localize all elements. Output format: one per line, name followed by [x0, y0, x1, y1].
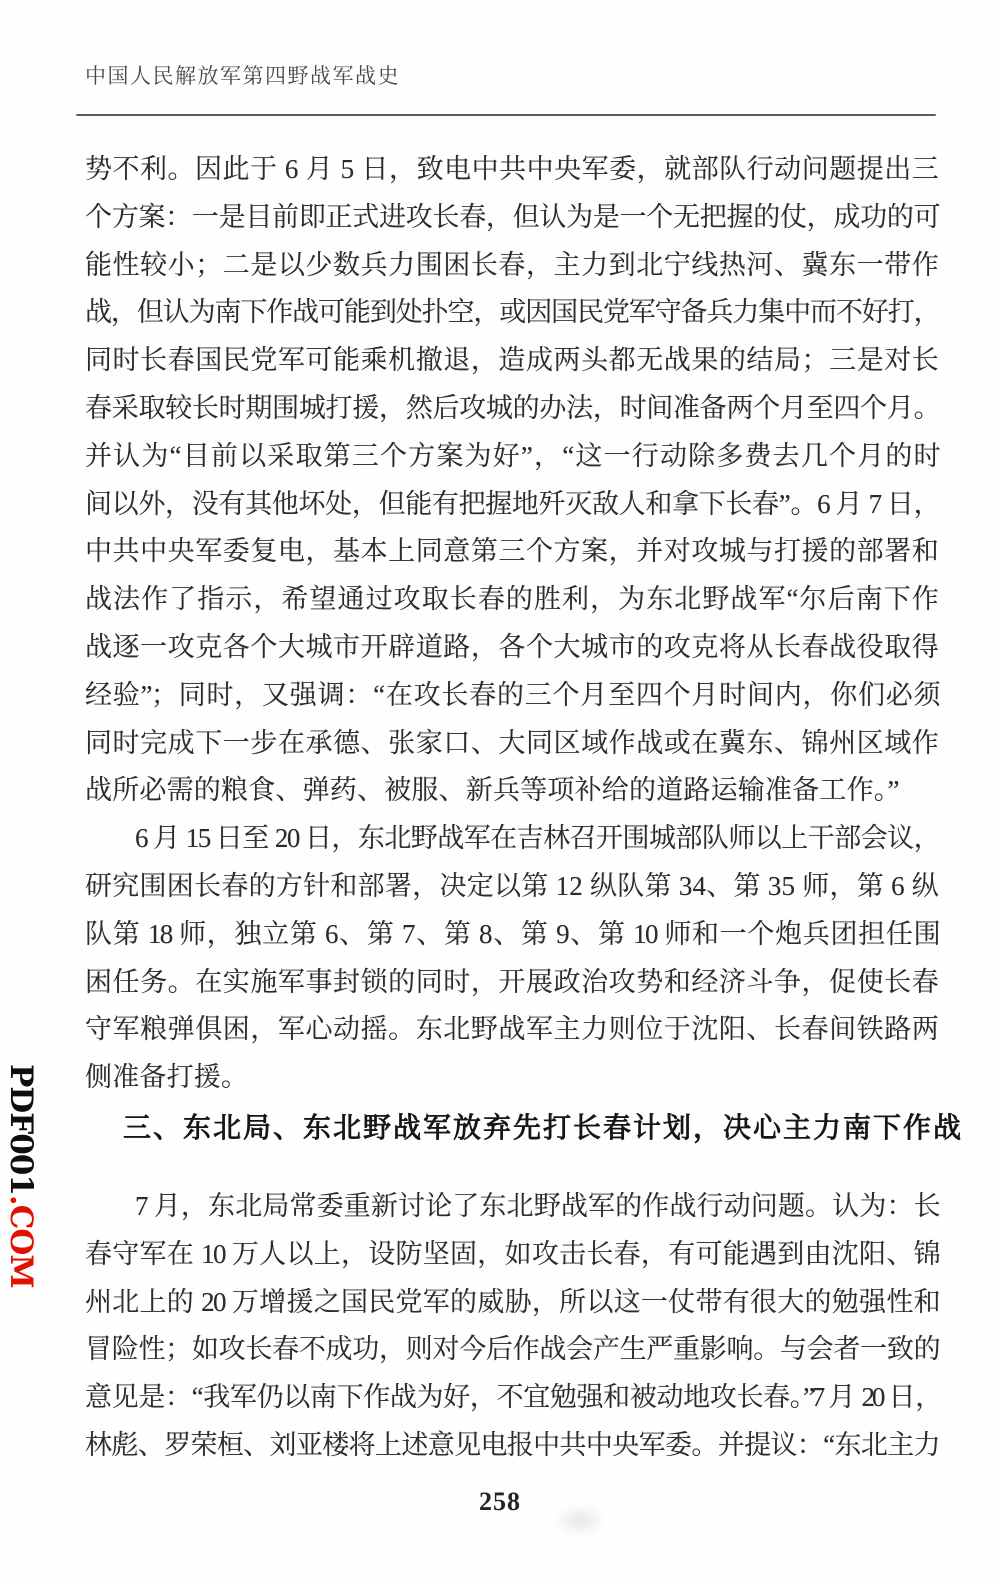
watermark-site-name: PDF001: [3, 1064, 39, 1195]
text-line: 势不利。因此于 6 月 5 日，致电中共中央军委，就部队行动问题提出三: [85, 154, 939, 184]
running-head: 中国人民解放军第四野战军战史: [85, 64, 400, 88]
text-line: 6 月 15 日至 20 日，东北野战军在吉林召开围城部队师以上干部会议，: [135, 823, 939, 854]
text-line: 春采取较长时期围城打援，然后攻城的办法，时间准备两个月至四个月。: [85, 392, 939, 423]
text-line: 研究围困长春的方针和部署，决定以第 12 纵队第 34、第 35 师，第 6 纵: [85, 870, 939, 901]
text-line: 州北上的 20 万增援之国民党军的威胁，所以这一仗带有很大的勉强性和: [85, 1286, 939, 1317]
text-line: 侧准备打援。: [85, 1062, 249, 1093]
text-line: 意见是：“我军仍以南下作战为好，不宜勉强和被动地攻长春。”7 月 20 日，: [85, 1382, 939, 1413]
paragraph-3-block: [85, 1183, 939, 1470]
text-line: 困任务。在实施军事封锁的同时，开展政治攻势和经济斗争，促使长春: [85, 966, 939, 997]
text-line: 经验”；同时，又强调：“在攻长春的三个月至四个月时间内，你们必须: [85, 679, 939, 710]
header-rule: [76, 114, 936, 116]
text-line: 个方案：一是目前即正式进攻长春，但认为是一个无把握的仗，成功的可: [85, 201, 939, 232]
text-line: 冒险性；如攻长春不成功，则对今后作战会产生严重影响。与会者一致的: [85, 1334, 939, 1365]
text-line: 同时完成下一步在承德、张家口、大同区域作战或在冀东、锦州区域作: [85, 727, 939, 758]
text-line: 并认为“目前以采取第三个方案为好”，“这一行动除多费去几个月的时: [85, 440, 939, 471]
main-text-block: [85, 146, 939, 1102]
text-line: 7 月，东北局常委重新讨论了东北野战军的作战行动问题。认为：长: [135, 1191, 939, 1221]
text-line: 中共中央军委复电，基本上同意第三个方案，并对攻城与打援的部署和: [85, 536, 939, 567]
watermark-domain-suffix: .COM: [3, 1194, 39, 1288]
text-line: 战，但认为南下作战可能到处扑空，或因国民党军守备兵力集中而不好打，: [85, 297, 939, 328]
text-line: 战逐一攻克各个大城市开辟道路，各个大城市的攻克将从长春战役取得: [85, 631, 939, 662]
section-heading: 三、东北局、东北野战军放弃先打长春计划，决心主力南下作战: [123, 1112, 964, 1143]
page-number: 258: [479, 1487, 521, 1516]
text-line: 队第 18 师，独立第 6、第 7、第 8、第 9、第 10 师和一个炮兵团担任围: [85, 918, 939, 949]
text-line: 间以外，没有其他坏处，但能有把握地歼灭敌人和拿下长春”。6 月 7 日，: [85, 488, 939, 519]
watermark: [1, 1064, 41, 1288]
text-line: 同时长春国民党军可能乘机撤退，造成两头都无战果的结局；三是对长: [85, 345, 939, 376]
text-line: 能性较小；二是以少数兵力围困长春，主力到北宁线热河、冀东一带作: [85, 249, 939, 280]
text-line: 战所必需的粮食、弹药、被服、新兵等项补给的道路运输准备工作。”: [85, 775, 900, 806]
text-line: 林彪、罗荣桓、刘亚楼将上述意见电报中共中央军委。并提议：“东北主力: [85, 1429, 939, 1460]
text-line: 春守军在 10 万人以上，设防坚固，如攻击长春，有可能遇到由沈阳、锦: [85, 1238, 939, 1269]
text-line: 守军粮弹俱困，军心动摇。东北野战军主力则位于沈阳、长春间铁路两: [85, 1014, 939, 1045]
text-line: 战法作了指示，希望通过攻取长春的胜利，为东北野战军“尔后南下作: [85, 584, 939, 615]
